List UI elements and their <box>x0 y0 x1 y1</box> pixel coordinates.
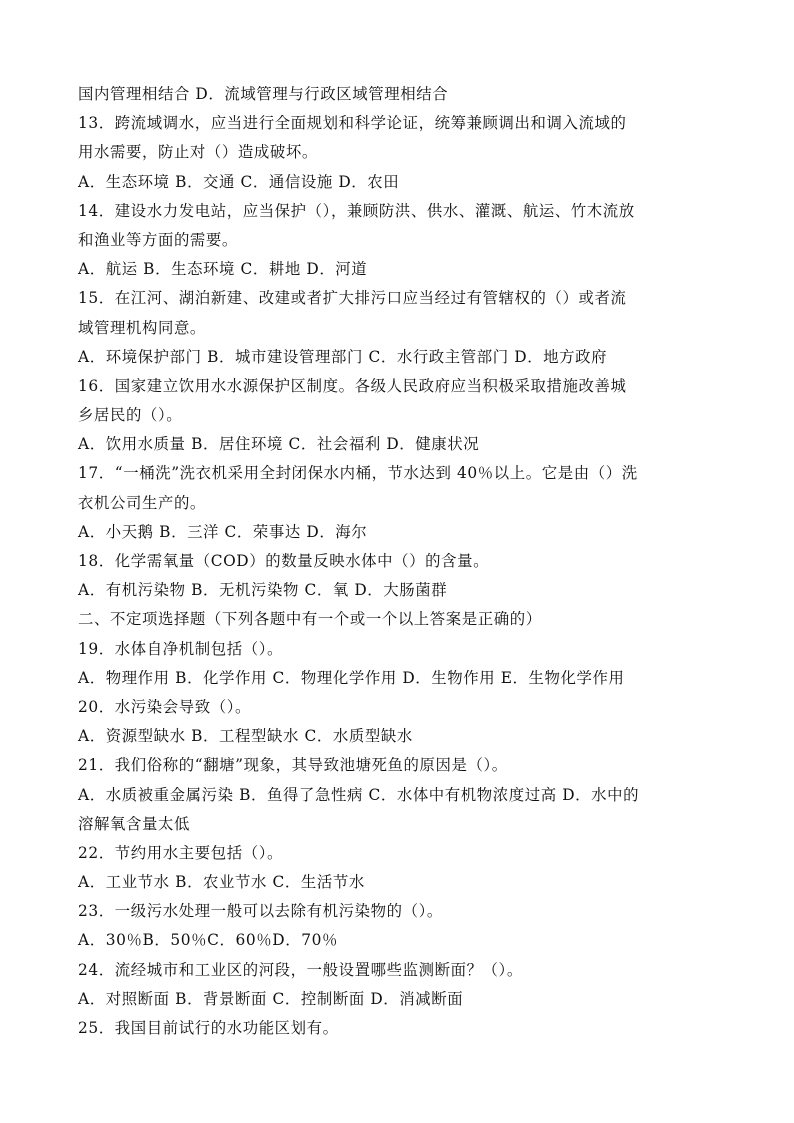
question-stem: 19．水体自净机制包括（）。 <box>78 639 283 658</box>
answer-options: A．饮用水质量 B．居住环境 C．社会福利 D．健康状况 <box>78 435 480 454</box>
answer-options: A．工业节水 B．农业节水 C．生活节水 <box>78 873 365 892</box>
question-stem: 14．建设水力发电站，应当保护（），兼顾防洪、供水、灌溉、航运、竹木流放 <box>78 201 635 220</box>
answer-options: A．生态环境 B．交通 C．通信设施 D．农田 <box>78 172 400 191</box>
section-heading: 二、不定项选择题（下列各题中有一个或一个以上答案是正确的） <box>78 610 542 629</box>
answer-options: A．资源型缺水 B．工程型缺水 C．水质型缺水 <box>78 727 413 746</box>
document-body <box>78 80 723 1043</box>
answer-options: A．对照断面 B．背景断面 C．控制断面 D．消减断面 <box>78 989 464 1008</box>
question-stem: 18．化学需氧量（COD）的数量反映水体中（）的含量。 <box>78 552 490 570</box>
text-line: 衣机公司生产的。 <box>78 493 206 512</box>
question-stem: 16．国家建立饮用水水源保护区制度。各级人民政府应当积极采取措施改善城 <box>78 376 627 395</box>
question-stem: 25．我国目前试行的水功能区划有。 <box>78 1019 339 1037</box>
answer-options: A．航运 B．生态环境 C．耕地 D．河道 <box>78 260 368 279</box>
question-stem: 17．“一桶洗”洗衣机采用全封闭保水内桶，节水达到 40％以上。它是由（）洗 <box>78 464 638 483</box>
question-stem: 13．跨流域调水，应当进行全面规划和科学论证，统筹兼顾调出和调入流域的 <box>78 114 627 133</box>
question-stem: 22．节约用水主要包括（）。 <box>78 843 283 862</box>
answer-options: A．小天鹅 B．三洋 C．荣事达 D．海尔 <box>78 522 368 541</box>
question-stem: 21．我们俗称的“翻塘”现象，其导致池塘死鱼的原因是（）。 <box>78 756 508 775</box>
question-stem: 23．一级污水处理一般可以去除有机污染物的（）。 <box>78 902 443 921</box>
text-line: 和渔业等方面的需要。 <box>78 230 238 249</box>
text-line: 国内管理相结合 D．流域管理与行政区域管理相结合 <box>78 85 449 103</box>
answer-options: A．水质被重金属污染 B．鱼得了急性病 C．水体中有机物浓度过高 D．水中的 <box>78 785 640 804</box>
question-stem: 15．在江河、湖泊新建、改建或者扩大排污口应当经过有管辖权的（）或者流 <box>78 289 627 308</box>
text-line: 乡居民的（）。 <box>78 406 183 425</box>
answer-options: A．30％B．50％C．60％D．70％ <box>78 931 339 950</box>
text-line: 溶解氧含量太低 <box>78 814 190 833</box>
answer-options: A．环境保护部门 B．城市建设管理部门 C．水行政主管部门 D．地方政府 <box>78 347 608 366</box>
question-stem: 24．流经城市和工业区的河段，一般设置哪些监测断面？（）。 <box>78 960 523 979</box>
text-line: 域管理机构同意。 <box>78 318 206 337</box>
answer-options: A．有机污染物 B．无机污染物 C．氧 D．大肠菌群 <box>78 581 448 600</box>
answer-options: A．物理作用 B．化学作用 C．物理化学作用 D．生物作用 E．生物化学作用 <box>78 668 625 687</box>
question-stem: 20．水污染会导致（）。 <box>78 697 251 716</box>
text-line: 用水需要，防止对（）造成破坏。 <box>78 143 318 162</box>
